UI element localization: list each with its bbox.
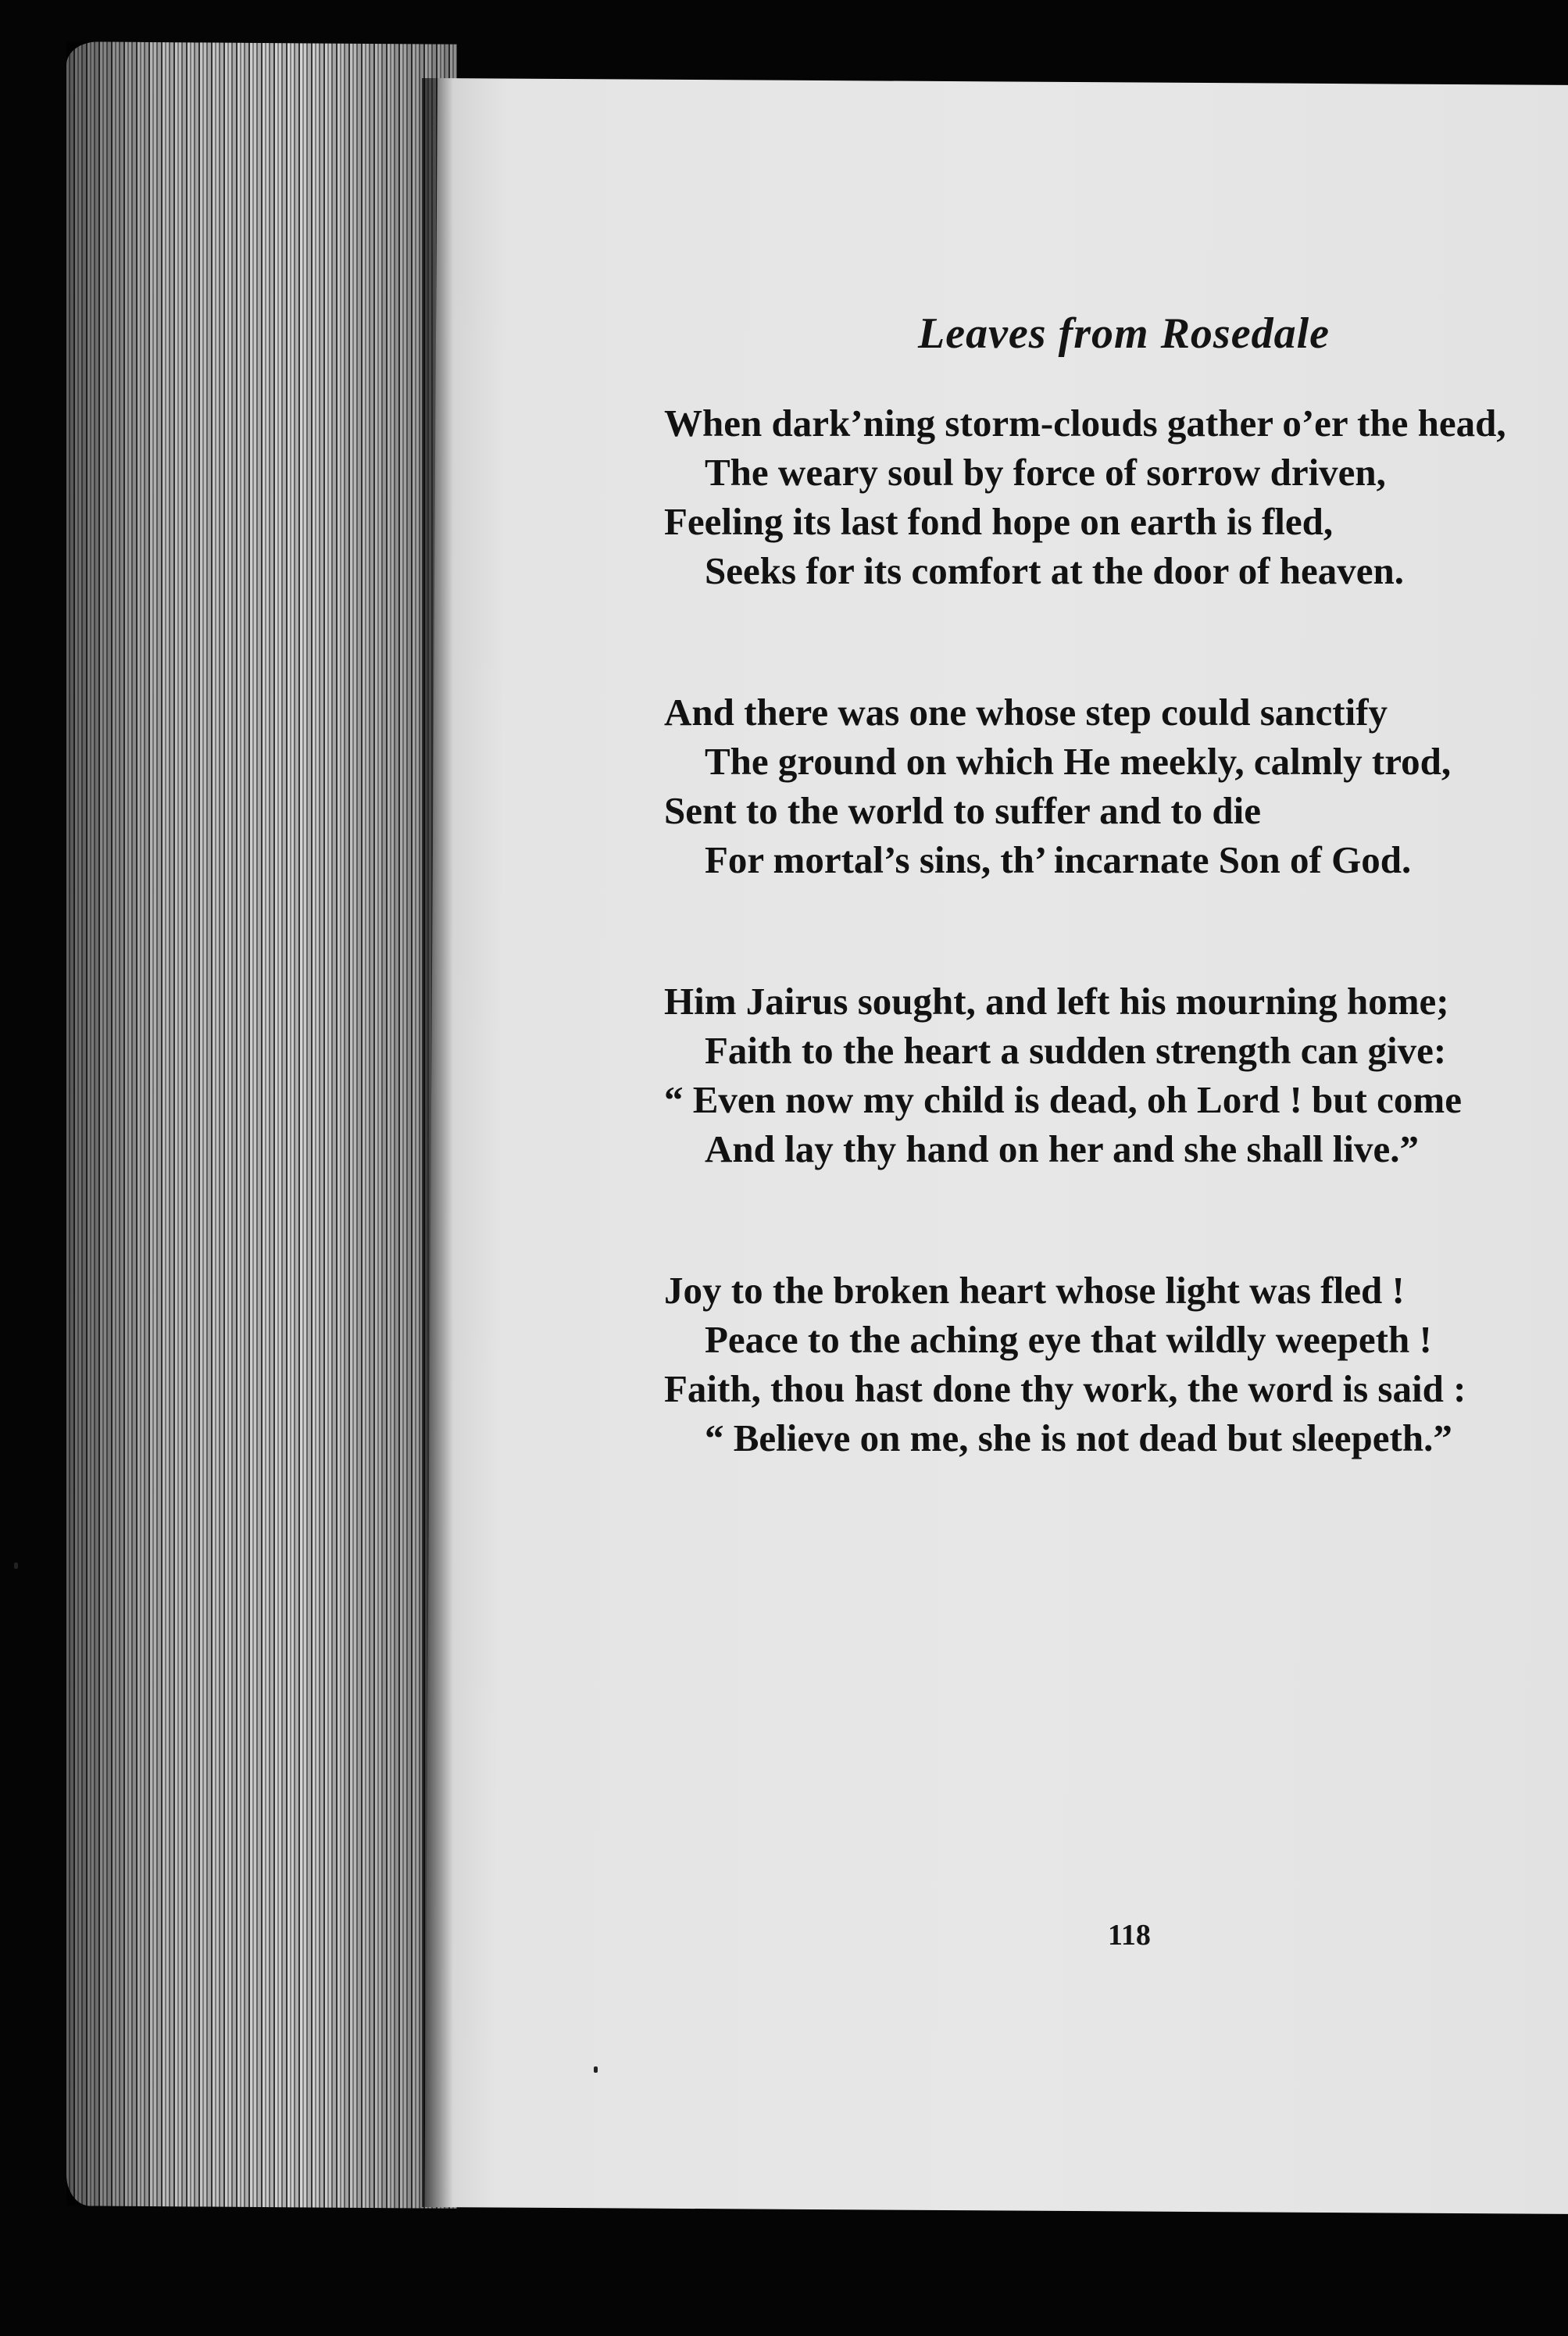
poem-line: “ Believe on me, she is not dead but sleepeth.” [705, 1416, 1452, 1459]
stanza [664, 1266, 1563, 1463]
poem-line: Him Jairus sought, and left his mourning home; [664, 980, 1449, 1023]
poem-line: Sent to the world to suffer and to die [664, 789, 1262, 832]
dust-speck [14, 1563, 18, 1569]
poem-line: And there was one whose step could sanctify [664, 691, 1388, 734]
poem-line: The ground on which He meekly, calmly trod, [705, 740, 1452, 783]
poem-line: Joy to the broken heart whose light was fled ! [664, 1269, 1405, 1312]
stanza [664, 688, 1563, 884]
poem-line: For mortal’s sins, th’ incarnate Son of God. [705, 838, 1412, 881]
poem-line: Peace to the aching eye that wildly weepeth ! [705, 1318, 1432, 1361]
poem-line: And lay thy hand on her and she shall live.” [705, 1127, 1420, 1170]
poem [664, 398, 1563, 1555]
poem-line: When dark’ning storm-clouds gather o’er the head, [664, 402, 1506, 445]
poem-line: Faith to the heart a sudden strength can give: [705, 1029, 1447, 1072]
running-head: Leaves from Rosedale [918, 309, 1330, 358]
stanza [664, 977, 1563, 1173]
stanza [664, 398, 1563, 595]
page-number: 118 [1108, 1919, 1151, 1952]
gutter-shadow [422, 78, 453, 2207]
poem-line: Feeling its last fond hope on earth is fled, [664, 500, 1334, 543]
poem-line: “ Even now my child is dead, oh Lord ! but come [664, 1078, 1462, 1121]
dust-speck [594, 2066, 598, 2073]
book-page-edges [66, 41, 457, 2208]
poem-line: Seeks for its comfort at the door of heaven. [705, 549, 1405, 592]
poem-line: The weary soul by force of sorrow driven, [705, 451, 1386, 494]
poem-line: Faith, thou hast done thy work, the word is said : [664, 1367, 1466, 1410]
